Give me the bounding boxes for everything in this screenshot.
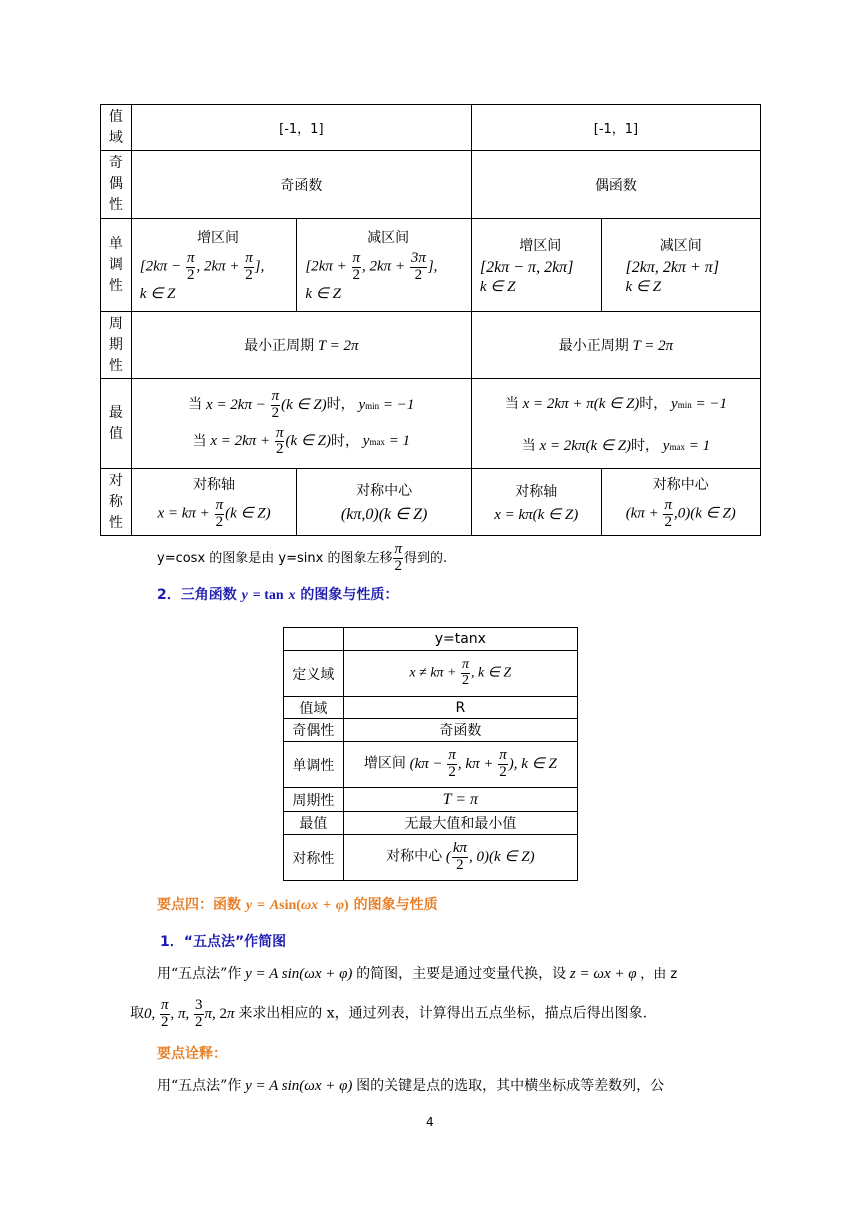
- tan-monotonicity-label: 单调性: [284, 742, 344, 788]
- decreasing-label: 减区间: [367, 230, 410, 247]
- period-cos: 最小正周期 T = 2π: [471, 312, 760, 379]
- page-number: 4: [426, 1115, 434, 1129]
- tan-period-label: 周期性: [284, 788, 344, 812]
- decreasing-label-cos: 减区间: [659, 237, 702, 254]
- cos-increasing-interval: [2kπ − π, 2kπ]: [479, 258, 574, 276]
- cos-decreasing-interval: [2kπ, 2kπ + π]: [625, 258, 720, 276]
- cos-increasing-cell: 增区间 [2kπ − π, 2kπ] k ∈ Z: [471, 219, 601, 312]
- extremes-cos: [471, 379, 760, 469]
- range-label: 值 域: [101, 105, 132, 151]
- tan-domain-value: x ≠ kπ + $\frac{\pi}{2}$ , k ∈ Z: [343, 651, 577, 697]
- extremes-row: [101, 379, 761, 469]
- parity-sin: 奇函数: [131, 151, 471, 219]
- sin-increasing-cell: 增区间 [2kπ − $\frac{\pi}{2}$ , 2kπ + $\frac{\pi}{2}$ ], k ∈ Z: [131, 219, 297, 312]
- sin-cos-properties-table: [100, 104, 761, 536]
- paragraph-five-point-3: 用“五点法”作 y = A sin(ωx + φ) 图的关键是点的选取，其中横坐标成等差数列，公: [157, 1078, 665, 1094]
- extremes-label: 最 值: [101, 379, 132, 469]
- tan-section-heading: 2．三角函数 y = tan x 的图象与性质：: [157, 587, 399, 603]
- period-row: [101, 312, 761, 379]
- monotonicity-label: 单 调 性: [101, 219, 132, 312]
- parity-label: 奇 偶 性: [101, 151, 132, 219]
- symmetry-row: [101, 469, 761, 536]
- cos-shift-note: y=cosx 的图象是由 y=sinx 的图象左移 $\frac{\pi}{2}$ 得到的.: [157, 541, 448, 574]
- tan-properties-table: [283, 627, 578, 881]
- cos-min: 当 x = 2kπ + π(k ∈ Z)时， ymin = −1: [504, 395, 727, 412]
- tan-period-value: T = π: [343, 788, 577, 812]
- tan-extreme-value: 无最大值和最小值: [343, 812, 577, 835]
- tan-domain-label: 定义域: [284, 651, 344, 697]
- sin-decreasing-interval: [2kπ + $\frac{\pi}{2}$ , 2kπ + $\frac{3\pi}{2}$ ],: [305, 250, 438, 283]
- tan-parity-value: 奇函数: [343, 719, 577, 742]
- range-cos: [-1，1]: [471, 105, 760, 151]
- paragraph-five-point-2: 取0, $\frac{\pi}{2}$ , π, $\frac{3}{2}$ π, 2π 来求出相应的 x，通过列表，计算得出五点坐标，描点后得出图象.: [130, 997, 648, 1030]
- period-sin: 最小正周期 T = 2π: [131, 312, 471, 379]
- tan-header: y=tanx: [343, 628, 577, 651]
- key-point-four-heading: 要点四：函数 y = Asin(ωx + φ) 的图象与性质: [157, 897, 438, 913]
- sin-increasing-interval: [2kπ − $\frac{\pi}{2}$ , 2kπ + $\frac{\pi}{2}$ ],: [139, 250, 265, 283]
- parity-cos: 偶函数: [471, 151, 760, 219]
- cos-decreasing-cell: 减区间 [2kπ, 2kπ + π] k ∈ Z: [601, 219, 760, 312]
- five-point-method-heading: 1．“五点法”作简图: [160, 934, 287, 950]
- tan-monotonicity-value: 增区间 (kπ − $\frac{\pi}{2}$ , kπ + $\frac{\pi}{2}$ ), k ∈ Z: [343, 742, 577, 788]
- tan-extreme-label: 最值: [284, 812, 344, 835]
- tan-symmetry-label: 对称性: [284, 835, 344, 881]
- increasing-label-cos: 增区间: [519, 237, 562, 254]
- tan-symmetry-value: 对称中心 ( $\frac{k\pi}{2}$ , 0)(k ∈ Z): [343, 835, 577, 881]
- tan-range-label: 值域: [284, 697, 344, 719]
- paragraph-five-point-1: 用“五点法”作 y = A sin(ωx + φ) 的简图，主要是通过变量代换，设 z = ωx + φ ，由 z: [157, 966, 678, 982]
- range-row: [101, 105, 761, 151]
- monotonicity-row: [101, 219, 761, 312]
- sin-max: 当 x = 2kπ + $\frac{\pi}{2}$ (k ∈ Z)时， ymax = 1: [192, 424, 411, 458]
- extremes-sin: [131, 379, 471, 469]
- note-heading: 要点诠释：: [157, 1046, 227, 1062]
- range-sin: [-1，1]: [131, 105, 471, 151]
- parity-row: [101, 151, 761, 219]
- cos-max: 当 x = 2kπ(k ∈ Z)时， ymax = 1: [521, 437, 711, 454]
- tan-parity-label: 奇偶性: [284, 719, 344, 742]
- sin-axis-cell: 对称轴 x = kπ + $\frac{\pi}{2}$ (k ∈ Z): [131, 469, 297, 536]
- sin-center-cell: 对称中心 (kπ,0)(k ∈ Z): [297, 469, 472, 536]
- tan-range-value: R: [343, 697, 577, 719]
- symmetry-label: 对 称 性: [101, 469, 132, 536]
- cos-axis-cell: 对称轴 x = kπ(k ∈ Z): [471, 469, 601, 536]
- sin-decreasing-cell: 减区间 [2kπ + $\frac{\pi}{2}$ , 2kπ + $\frac{3\pi}{2}$ ], k ∈ Z: [297, 219, 472, 312]
- increasing-label: 增区间: [197, 230, 240, 247]
- period-label: 周 期 性: [101, 312, 132, 379]
- cos-center-cell: 对称中心 (kπ + $\frac{\pi}{2}$ ,0)(k ∈ Z): [601, 469, 760, 536]
- sin-min: 当 x = 2kπ − $\frac{\pi}{2}$ (k ∈ Z)时， ymin = −1: [188, 388, 415, 421]
